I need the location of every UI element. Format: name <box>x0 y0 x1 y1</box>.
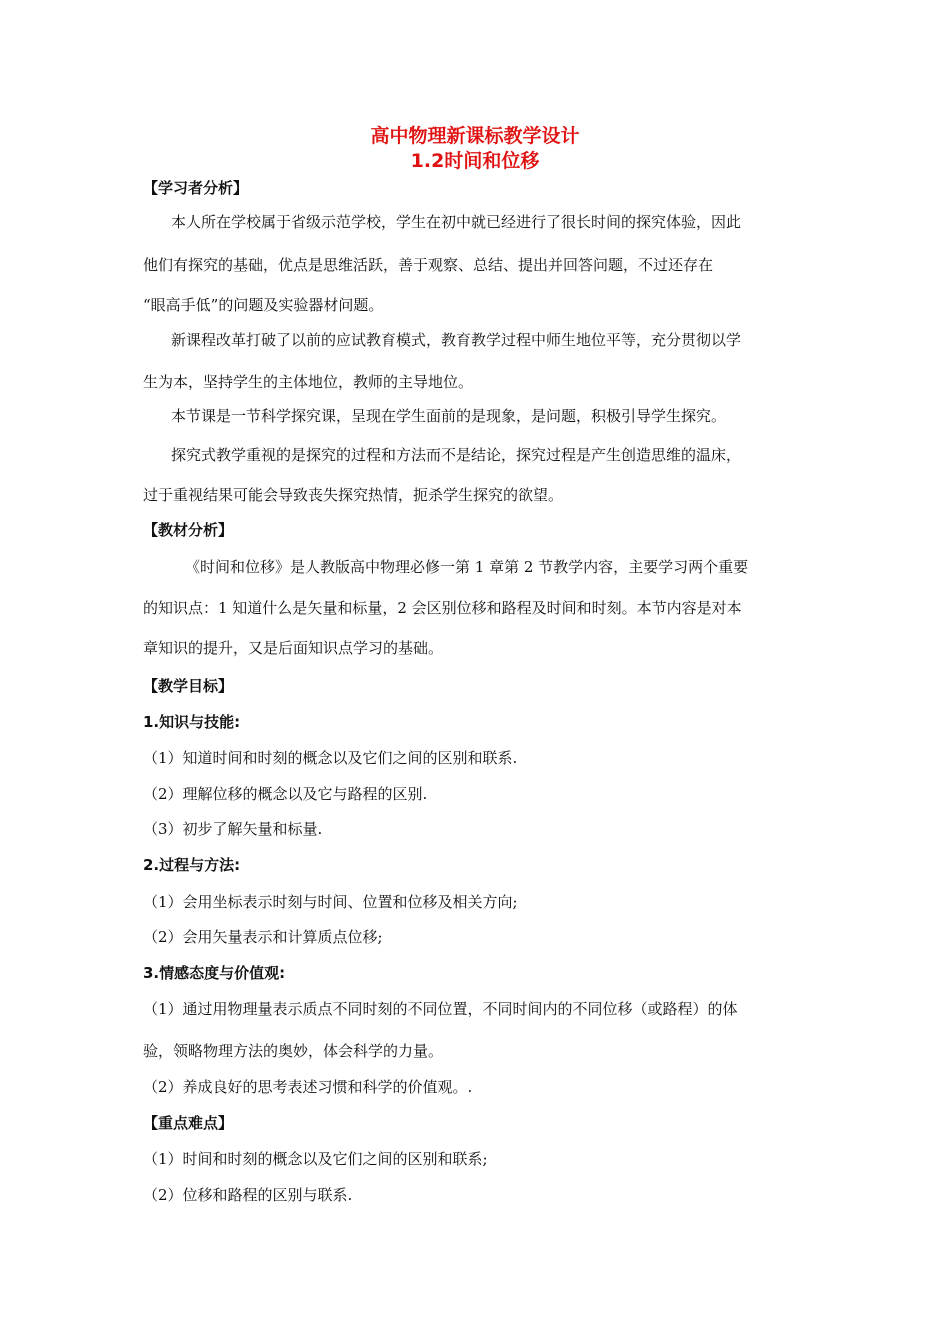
list-item: （2）位移和路程的区别与联系. <box>143 1186 353 1204</box>
objectives-heading: 【教学目标】 <box>143 677 234 695</box>
paragraph-line: 探究式教学重视的是探究的过程和方法而不是结论，探究过程是产生创造思维的温床， <box>171 446 742 464</box>
attitude-values-heading: 3.情感态度与价值观: <box>143 964 286 982</box>
paragraph-line: 本节课是一节科学探究课，呈现在学生面前的是现象，是问题，积极引导学生探究。 <box>171 407 727 425</box>
list-item-continued: 验，领略物理方法的奥妙，体会科学的力量。 <box>143 1042 444 1060</box>
process-methods-heading: 2.过程与方法: <box>143 856 241 874</box>
textbook-analysis-heading: 【教材分析】 <box>143 521 234 539</box>
list-item: （3）初步了解矢量和标量. <box>143 820 323 838</box>
paragraph-line: 的知识点：1 知道什么是矢量和标量，2 会区别位移和路程及时间和时刻。本节内容是对本 <box>143 599 742 617</box>
document-subtitle: 1.2时间和位移 <box>410 150 540 172</box>
paragraph-line: 本人所在学校属于省级示范学校，学生在初中就已经进行了很长时间的探究体验，因此 <box>171 213 742 231</box>
paragraph-line: 他们有探究的基础，优点是思维活跃，善于观察、总结、提出并回答问题，不过还存在 <box>143 256 714 274</box>
list-item: （1）时间和时刻的概念以及它们之间的区别和联系; <box>143 1150 488 1168</box>
paragraph-line: “眼高手低”的问题及实验器材问题。 <box>143 296 384 314</box>
list-item: （2）理解位移的概念以及它与路程的区别. <box>143 785 428 803</box>
paragraph-line: 章知识的提升，又是后面知识点学习的基础。 <box>143 639 444 657</box>
learner-analysis-heading: 【学习者分析】 <box>143 179 249 197</box>
paragraph-line: 《时间和位移》是人教版高中物理必修一第 1 章第 2 节教学内容，主要学习两个重要 <box>185 558 749 576</box>
list-item: （1）知道时间和时刻的概念以及它们之间的区别和联系. <box>143 749 518 767</box>
list-item: （2）会用矢量表示和计算质点位移; <box>143 928 383 946</box>
knowledge-skills-heading: 1.知识与技能: <box>143 713 241 731</box>
paragraph-line: 新课程改革打破了以前的应试教育模式，教育教学过程中师生地位平等，充分贯彻以学 <box>171 331 742 349</box>
key-points-heading: 【重点难点】 <box>143 1114 234 1132</box>
list-item: （1）会用坐标表示时刻与时间、位置和位移及相关方向; <box>143 893 518 911</box>
paragraph-line: 生为本，坚持学生的主体地位，教师的主导地位。 <box>143 373 474 391</box>
list-item: （2）养成良好的思考表述习惯和科学的价值观。. <box>143 1078 473 1096</box>
list-item: （1）通过用物理量表示质点不同时刻的不同位置，不同时间内的不同位移（或路程）的体 <box>143 1000 738 1018</box>
paragraph-line: 过于重视结果可能会导致丧失探究热情，扼杀学生探究的欲望。 <box>143 486 564 504</box>
document-title: 高中物理新课标教学设计 <box>370 125 580 147</box>
